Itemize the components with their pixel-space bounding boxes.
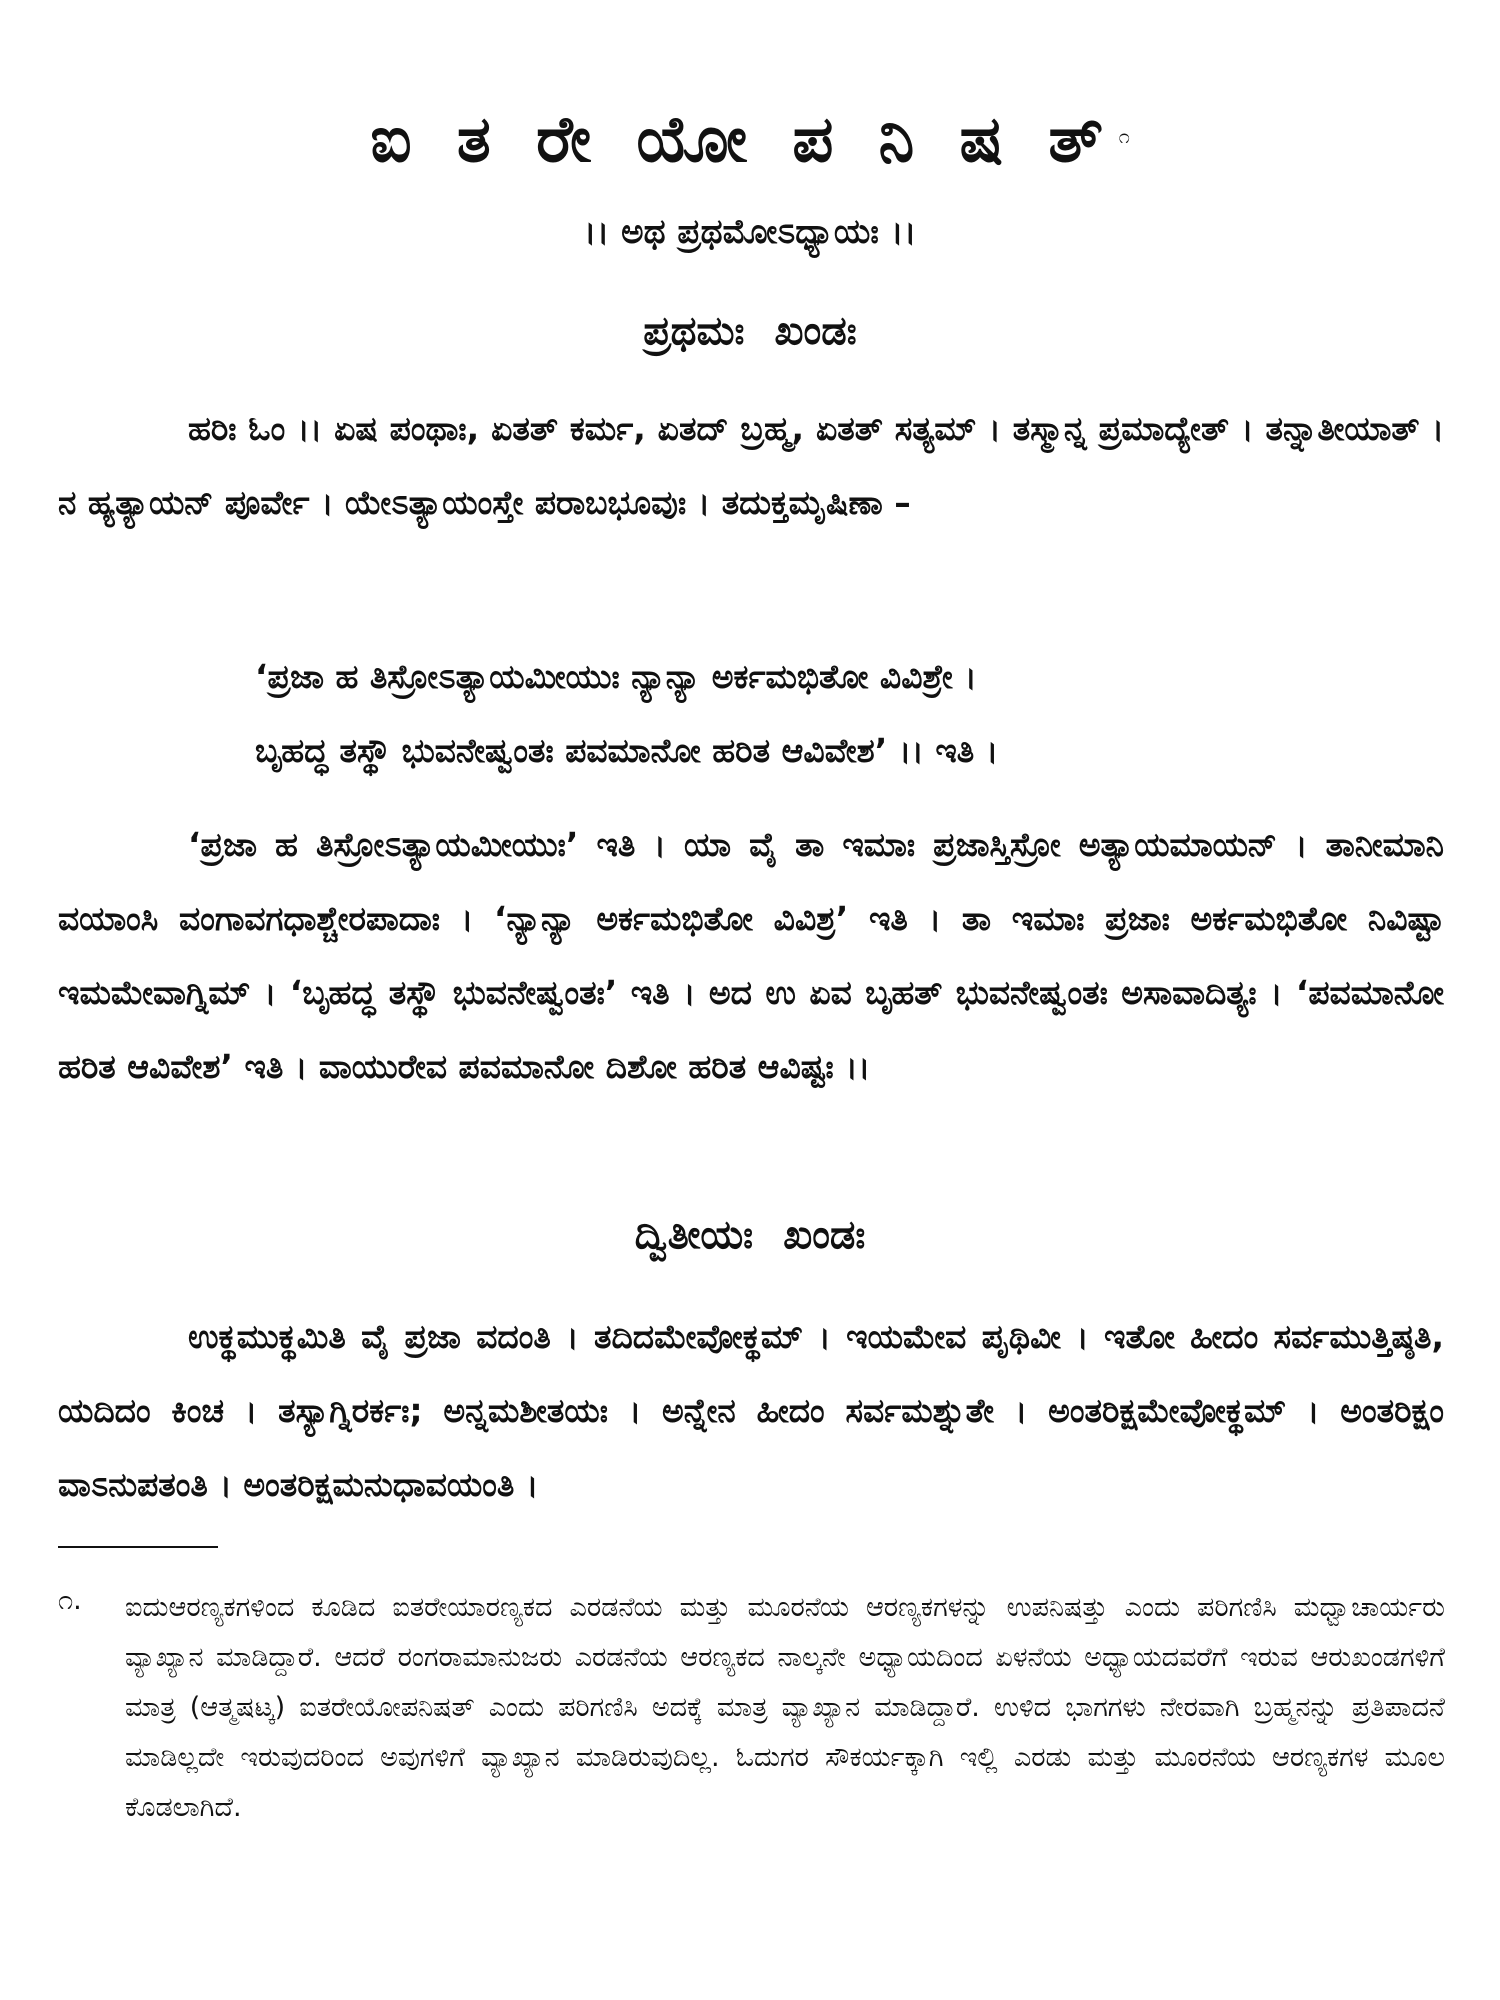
paragraph-2: ‘ಪ್ರಜಾ ಹ ತಿಸ್ರೋಽತ್ಯಾಯಮೀಯುಃ’ ಇತಿ । ಯಾ ವೈ ತಾ ಇಮಾಃ ಪ್ರಜಾಸ್ತಿಸ್ರೋ ಅತ್ಯಾಯಮಾಯನ್ । ತಾನೀಮಾನಿ ವಯಾಂಸಿ ವಂಗಾವಗಧಾಶ್ಚೇರಪಾದಾಃ । ‘ನ್ಯಾನ್ಯಾ ಅರ್ಕಮಭಿತೋ ವಿವಿಶ್ರ’ ಇತಿ । ತಾ ಇಮಾಃ ಪ್ರಜಾಃ ಅರ್ಕಮಭಿತೋ ನಿವಿಷ್ಟಾ ಇಮಮೇವಾಗ್ನಿಮ್ । ‘ಬೃಹದ್ಧ ತಸ್ಥೌ ಭುವನೇಷ್ವಂತಃ’ ಇತಿ । ಅದ ಉ ಏವ ಬೃಹತ್ ಭುವನೇಷ್ವಂತಃ ಅಸಾವಾದಿತ್ಯಃ । ‘ಪವಮಾನೋ ಹರಿತ ಆವಿವೇಶ’ ಇತಿ । ವಾಯುರೇವ ಪವಮಾನೋ ದಿಶೋ ಹರಿತ ಆವಿಷ್ಟಃ ।। [58,825,1444,1086]
verse-block [255,640,1455,788]
footnote-number: ೧. [58,1585,82,1616]
chapter-heading: ।। ಅಥ ಪ್ರಥಮೋಽಧ್ಯಾಯಃ ।। [583,212,917,252]
verse-line-1: ‘ಪ್ರಜಾ ಹ ತಿಸ್ರೋಽತ್ಯಾಯಮೀಯುಃ ನ್ಯಾನ್ಯಾ ಅರ್ಕಮಭಿತೋ ವಿವಿಶ್ರೇ । [255,657,977,696]
paragraph-3: ಉಕ್ಥಮುಕ್ಥಮಿತಿ ವೈ ಪ್ರಜಾ ವದಂತಿ । ತದಿದಮೇವೋಕ್ಥಮ್ । ಇಯಮೇವ ಪೃಥಿವೀ । ಇತೋ ಹೀದಂ ಸರ್ವಮುತ್ತಿಷ್ಠತಿ, ಯದಿದಂ ಕಿಂಚ । ತಸ್ಯಾಗ್ನಿರರ್ಕಃ; ಅನ್ನಮಶೀತಯಃ । ಅನ್ನೇನ ಹೀದಂ ಸರ್ವಮಶ್ನುತೇ । ಅಂತರಿಕ್ಷಮೇವೋಕ್ಥಮ್ । ಅಂತರಿಕ್ಷಂ ವಾಽನುಪತಂತಿ । ಅಂತರಿಕ್ಷಮನುಧಾವಯಂತಿ । [58,1317,1444,1504]
footnote-divider [58,1546,218,1548]
paragraph-1: ಹರಿಃ ಓಂ ।। ಏಷ ಪಂಥಾಃ, ಏತತ್ ಕರ್ಮ, ಏತದ್ ಬ್ರಹ್ಮ, ಏತತ್ ಸತ್ಯಮ್ । ತಸ್ಮಾನ್ನ ಪ್ರಮಾದ್ಯೇತ್ । ತನ್ನಾತೀಯಾತ್ । ನ ಹ್ಯತ್ಯಾಯನ್ ಪೂರ್ವೇ । ಯೇಽತ್ಯಾಯಂಸ್ತೇ ಪರಾಬಭೂವುಃ । ತದುಕ್ತಮೃಷಿಣಾ – [58,409,1444,522]
section-heading-first: ಪ್ರಥಮಃ ಖಂಡಃ [643,308,857,354]
verse-line-2: ಬೃಹದ್ಧ ತಸ್ಥೌ ಭುವನೇಷ್ವಂತಃ ಪವಮಾನೋ ಹರಿತ ಆವಿವೇಶ’ ।। ಇತಿ । [255,731,999,770]
footnote-text: ಐದುಆರಣ್ಯಕಗಳಿಂದ ಕೂಡಿದ ಐತರೇಯಾರಣ್ಯಕದ ಎರಡನೆಯ ಮತ್ತು ಮೂರನೆಯ ಆರಣ್ಯಕಗಳನ್ನು ಉಪನಿಷತ್ತು ಎಂದು ಪರಿಗಣಿಸಿ ಮಧ್ವಾಚಾರ್ಯರು ವ್ಯಾಖ್ಯಾನ ಮಾಡಿದ್ದಾರೆ. ಆದರೆ ರಂಗರಾಮಾನುಜರು ಎರಡನೆಯ ಆರಣ್ಯಕದ ನಾಲ್ಕನೇ ಅಧ್ಯಾಯದಿಂದ ಏಳನೆಯ ಅಧ್ಯಾಯದವರೆಗೆ ಇರುವ ಆರುಖಂಡಗಳಿಗೆ ಮಾತ್ರ (ಆತ್ಮಷಟ್ಕ) ಐತರೇಯೋಪನಿಷತ್ ಎಂದು ಪರಿಗಣಿಸಿ ಅದಕ್ಕೆ ಮಾತ್ರ ವ್ಯಾಖ್ಯಾನ ಮಾಡಿದ್ದಾರೆ. ಉಳಿದ ಭಾಗಗಳು ನೇರವಾಗಿ ಬ್ರಹ್ಮನನ್ನು ಪ್ರತಿಪಾದನೆ ಮಾಡಿಲ್ಲದೇ ಇರುವುದರಿಂದ ಅವುಗಳಿಗೆ ವ್ಯಾಖ್ಯಾನ ಮಾಡಿರುವುದಿಲ್ಲ. ಓದುಗರ ಸೌಕರ್ಯಕ್ಕಾಗಿ ಇಲ್ಲಿ ಎರಡು ಮತ್ತು ಮೂರನೆಯ ಆರಣ್ಯಕಗಳ ಮೂಲ ಕೊಡಲಾಗಿದೆ. [125,1592,1445,1823]
title-text: ಐ ತ ರೇ ಯೋ ಪ ನಿ ಷ ತ್ [370,103,1115,177]
document-title [0,105,1500,175]
title-footnote-marker[interactable]: ೧ [1118,124,1130,148]
section-heading-second: ದ್ವಿತೀಯಃ ಖಂಡಃ [634,1212,866,1258]
